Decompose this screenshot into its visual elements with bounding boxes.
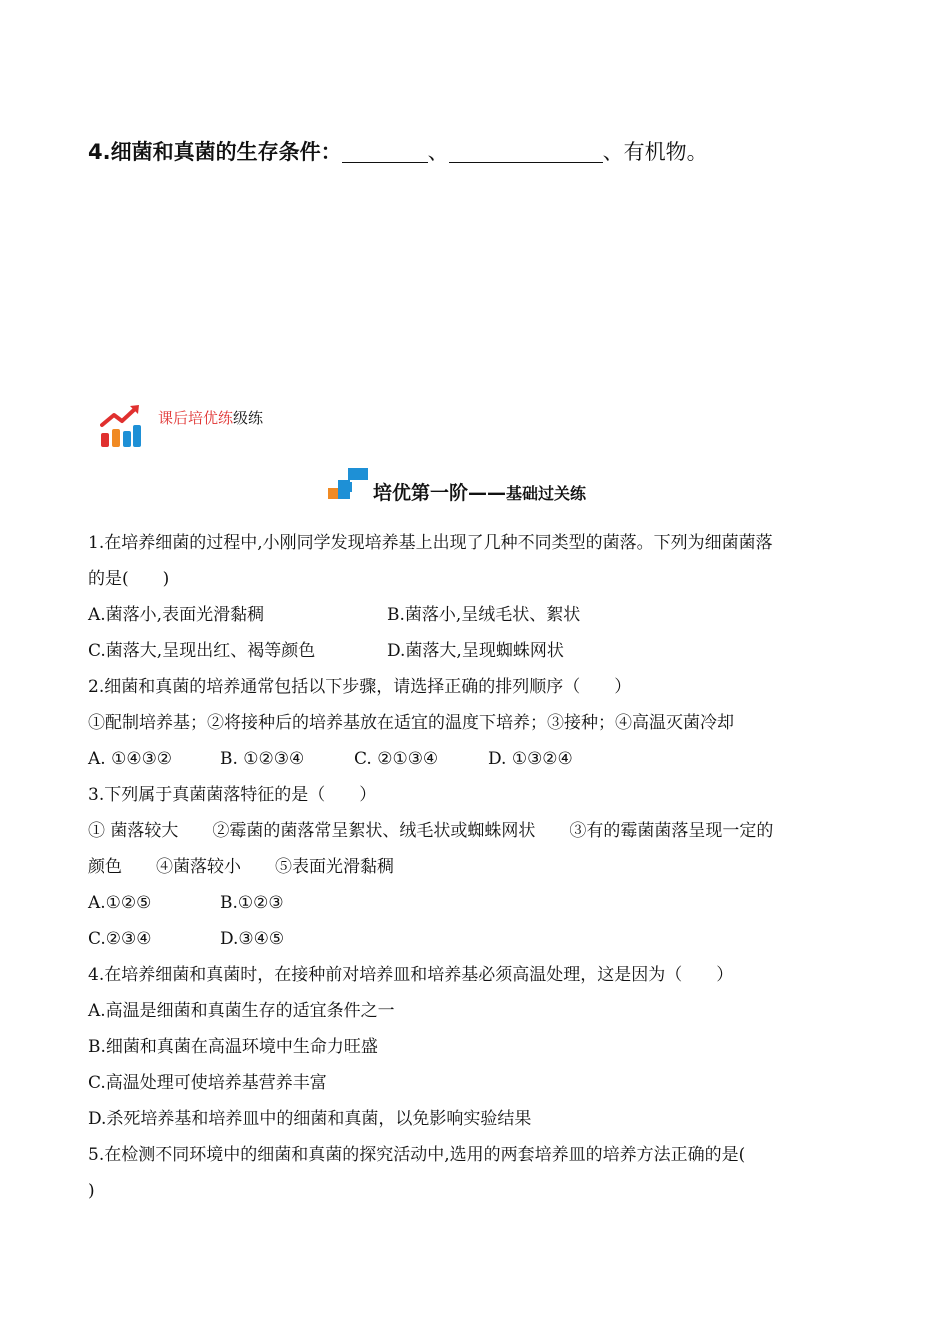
question-4-stem: 4.在培养细菌和真菌时，在接种前对培养皿和培养基必须高温处理，这是因为（ ） [88, 965, 734, 985]
question-2-option-c[interactable]: C. ②①③④ [354, 749, 439, 769]
answer-blank-1[interactable] [342, 142, 428, 163]
question-4-option-c[interactable]: C.高温处理可使培养基营养丰富 [88, 1073, 327, 1093]
question-3-option-b[interactable]: B.①②③ [220, 893, 284, 913]
question-1-stem-line2: 的是( ) [88, 569, 170, 589]
stage-title-sub: 基础过关练 [506, 484, 587, 503]
stage-header [328, 468, 587, 504]
section-title-black: 级练 [233, 409, 264, 427]
question-1-option-d[interactable]: D.菌落大,呈现蜘蛛网状 [387, 641, 564, 661]
question-3-option-d[interactable]: D.③④⑤ [220, 929, 285, 949]
question-label: 4.细菌和真菌的生存条件： [88, 140, 342, 164]
question-1-option-a[interactable]: A.菌落小,表面光滑黏稠 [88, 605, 265, 625]
question-3-stem-line3: 颜色 ④菌落较小 ⑤表面光滑黏稠 [88, 857, 394, 877]
question-3-option-c[interactable]: C.②③④ [88, 929, 152, 949]
separator: 、 [427, 140, 449, 164]
question-3-option-a[interactable]: A.①②⑤ [88, 893, 152, 913]
question-4-option-b[interactable]: B.细菌和真菌在高温环境中生命力旺盛 [88, 1037, 378, 1057]
question-5-stem-line1: 5.在检测不同环境中的细菌和真菌的探究活动中,选用的两套培养皿的培养方法正确的是( [88, 1145, 746, 1165]
fill-blank-question [88, 136, 708, 168]
answer-blank-2[interactable] [449, 142, 603, 163]
question-4-option-a[interactable]: A.高温是细菌和真菌生存的适宜条件之一 [88, 1001, 395, 1021]
question-2-option-b[interactable]: B. ①②③④ [220, 749, 305, 769]
question-1-stem-line1: 1.在培养细菌的过程中,小刚同学发现培养基上出现了几种不同类型的菌落。下列为细菌菌落 [88, 533, 773, 553]
question-4-option-d[interactable]: D.杀死培养基和培养皿中的细菌和真菌，以免影响实验结果 [88, 1109, 532, 1129]
question-2-option-d[interactable]: D. ①③②④ [488, 749, 573, 769]
question-3-stem-line1: 3.下列属于真菌菌落特征的是（ ） [88, 785, 377, 805]
question-2-stem-line2: ①配制培养基；②将接种后的培养基放在适宜的温度下培养；③接种；④高温灭菌冷却 [88, 713, 734, 733]
section-title-red: 课后培优练 [158, 409, 234, 427]
growth-chart-icon [100, 403, 144, 449]
stage-title-main: 培优第一阶—— [373, 482, 507, 504]
question-1-option-b[interactable]: B.菌落小,呈绒毛状、絮状 [387, 605, 581, 625]
question-1-option-c[interactable]: C.菌落大,呈现出红、褐等颜色 [88, 641, 316, 661]
question-3-stem-line2: ① 菌落较大 ②霉菌的菌落常呈絮状、绒毛状或蜘蛛网状 ③有的霉菌菌落呈现一定的 [88, 821, 774, 841]
question-2-option-a[interactable]: A. ①④③② [88, 749, 173, 769]
question-tail: 、有机物。 [602, 140, 708, 164]
stairs-icon [328, 468, 370, 500]
section-title [158, 407, 263, 428]
stage-title [373, 478, 586, 505]
section-header [100, 403, 264, 449]
question-2-stem-line1: 2.细菌和真菌的培养通常包括以下步骤，请选择正确的排列顺序（ ） [88, 677, 632, 697]
question-5-stem-line2: ) [88, 1181, 95, 1201]
